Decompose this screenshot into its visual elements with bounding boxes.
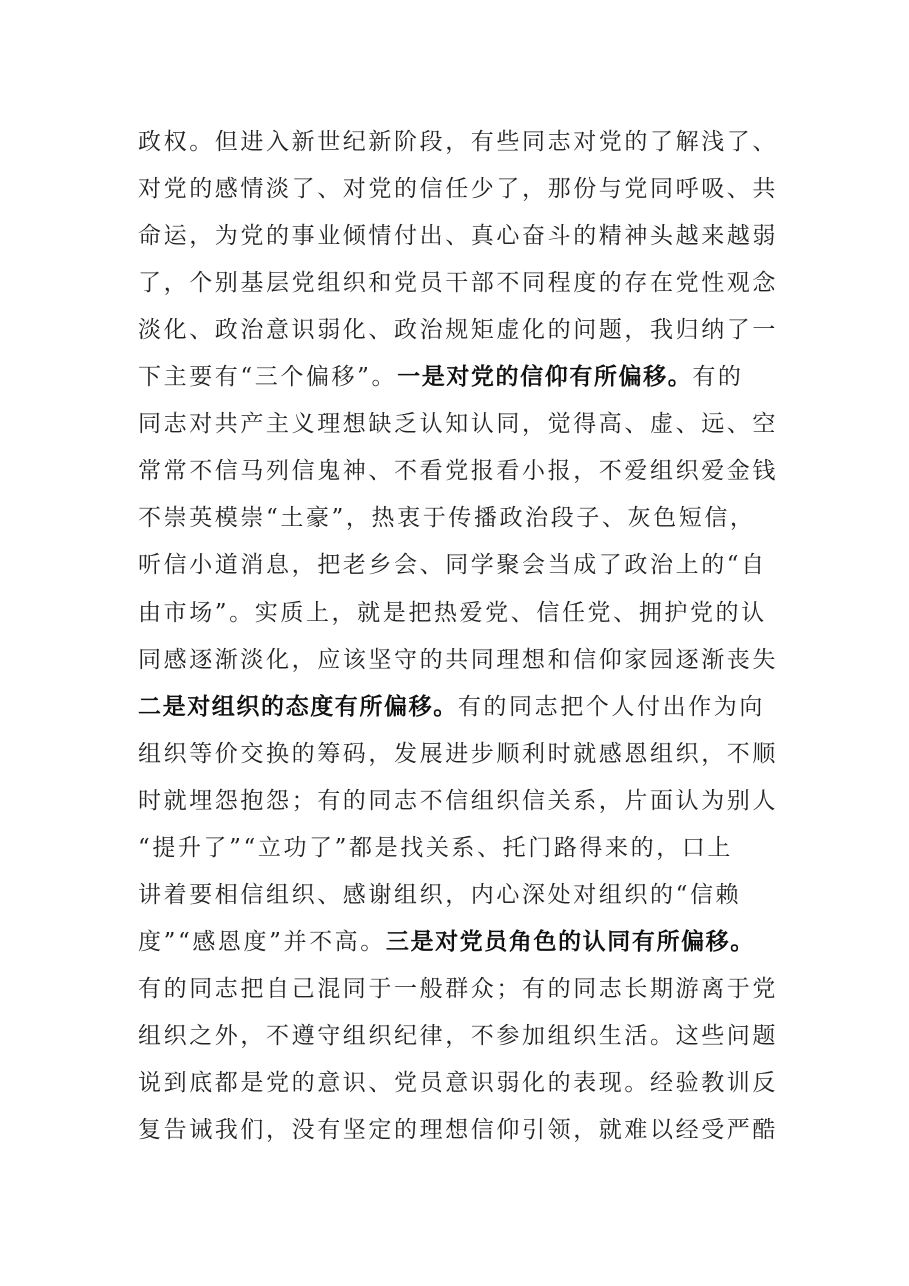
body-text: 对党的感情淡了、对党的信任少了，那份与党同呼吸、共 — [138, 176, 778, 202]
body-text: 下主要有“三个偏移”。 — [138, 364, 398, 390]
body-text: 常常不信马列信鬼神、不看党报看小报，不爱组织爱金钱 — [138, 458, 778, 484]
text-line — [138, 969, 798, 1009]
body-text: 了，个别基层党组织和党员干部不同程度的存在党性观念 — [138, 270, 778, 296]
text-line — [138, 593, 798, 633]
text-line — [138, 310, 798, 350]
body-text: 有的 — [692, 364, 744, 390]
body-text: 讲着要相信组织、感谢组织，内心深处对组织的“信赖 — [138, 882, 742, 908]
body-text: 同感逐渐淡化，应该坚守的共同理想和信仰家园逐渐丧失 — [138, 647, 778, 673]
text-line — [138, 734, 798, 774]
text-line — [138, 545, 798, 585]
body-text: 命运，为党的事业倾情付出、真心奋斗的精神头越来越弱 — [138, 223, 778, 249]
text-line — [138, 451, 798, 491]
body-text: 组织等价交换的筹码，发展进步顺利时就感恩组织，不顺 — [138, 741, 778, 767]
body-text: 组织之外，不遵守组织纪律，不参加组织生活。这些问题 — [138, 1023, 778, 1049]
text-line — [138, 1063, 798, 1103]
body-text: 淡化、政治意识弱化、政治规矩虚化的问题，我归纳了一 — [138, 317, 778, 343]
body-text: 时就埋怨抱怨；有的同志不信组织信关系，片面认为别人 — [138, 788, 778, 814]
body-text: “提升了”“立功了”都是找关系、托门路得来的，口上 — [138, 835, 734, 861]
body-text: 由市场”。实质上，就是把热爱党、信任党、拥护党的认 — [138, 600, 767, 626]
text-line — [138, 1110, 798, 1150]
text-line — [138, 781, 798, 821]
text-line — [138, 875, 798, 915]
bold-heading-text: 一是对党的信仰有所偏移。 — [397, 364, 693, 390]
body-text: 复告诫我们，没有坚定的理想信仰引领，就难以经受严酷 — [138, 1117, 778, 1143]
body-text: 不崇英模崇“土豪”，热衷于传播政治段子、灰色短信， — [138, 505, 756, 531]
body-text: 有的同志把自己混同于一般群众；有的同志长期游离于党 — [138, 976, 778, 1002]
text-line — [138, 263, 798, 303]
text-line — [138, 357, 798, 397]
text-line — [138, 922, 798, 962]
text-line — [138, 640, 798, 680]
text-line — [138, 169, 798, 209]
body-text: 听信小道消息，把老乡会、同学聚会当成了政治上的“自 — [138, 552, 767, 578]
text-line — [138, 828, 798, 868]
body-text: 度”“感恩度”并不高。 — [138, 929, 386, 955]
body-text: 同志对共产主义理想缺乏认知认同，觉得高、虚、远、空 — [138, 411, 778, 437]
body-text: 说到底都是党的意识、党员意识弱化的表现。经验教训反 — [138, 1070, 778, 1096]
body-text: 有的同志把个人付出作为向 — [457, 694, 766, 720]
text-line — [138, 498, 798, 538]
text-line — [138, 1016, 798, 1056]
text-line — [138, 687, 798, 727]
text-line — [138, 404, 798, 444]
bold-heading-text: 二是对组织的态度有所偏移。 — [138, 694, 458, 720]
body-text: 政权。但进入新世纪新阶段，有些同志对党的了解浅了、 — [138, 129, 778, 155]
text-line — [138, 216, 798, 256]
text-line — [138, 122, 798, 162]
bold-heading-text: 三是对党员角色的认同有所偏移。 — [385, 929, 755, 955]
